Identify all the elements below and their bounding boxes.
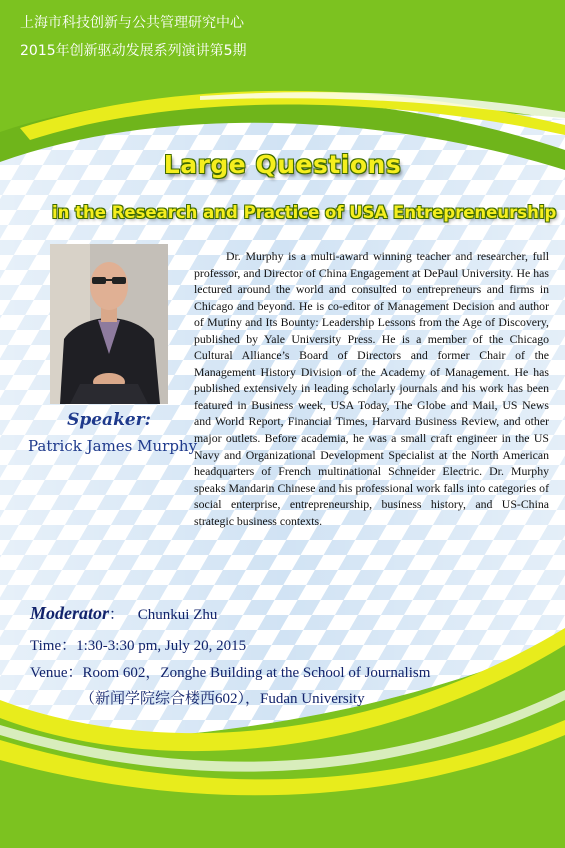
moderator-label: Moderator [30,603,110,623]
venue-row [30,661,430,682]
header-organization: 上海市科技创新与公共管理研究中心 [20,15,244,31]
moderator-name: Chunkui Zhu [137,607,218,623]
header-series: 2015年创新驱动发展系列演讲第5期 [20,43,247,59]
speaker-photo [50,244,168,404]
title-sub: in the Research and Practice of USA Entrepreneurship [52,203,557,222]
speaker-label: Speaker: [67,410,151,430]
venue-value: Room 602，Zonghe Building at the School of Journalism [82,665,431,681]
venue-label: Venue： [30,665,83,681]
title-main: Large Questions [163,150,402,179]
speaker-name: Patrick James Murphy [28,437,198,455]
venue-line2: （新闻学院综合楼西602），Fudan University [80,691,365,707]
moderator-separator: ： [109,607,125,623]
time-label: Time： [30,638,77,654]
moderator-row [30,603,217,624]
time-value: 1:30-3:30 pm, July 20, 2015 [76,638,247,654]
speaker-bio: Dr. Murphy is a multi-award winning teacher and researcher, full professor, and Director of China Engagement at DePaul University. He has lectured around the world and consulted to entrepreneurs and firms in Chicago and beyond. He is co-editor of Management Decision and author of Mutiny and Its Bounty: Leadership Lessons from the Age of Discovery, published by Yale University Press. He is a member of the Chicago Cultural Alliance’s Board of Directors and former Chair of the Management History Division of the Academy of Management. He has published extensively in leading scholarly journals and his work has been featured in Business week, USA Today, The Globe and Mail, US News and World Report, Financial Times, Harvard Business Review, and other major outlets. Before academia, he was a small craft engineer in the US Navy and Organizational Development Specialist at the North American headquarters of French multinational Schneider Electric. Dr. Murphy speaks Mandarin Chinese and his professional work falls into categories of social enterprise, entrepreneurship, business history, and US-China strategic business contexts. [194,249,549,528]
time-row [30,634,246,655]
